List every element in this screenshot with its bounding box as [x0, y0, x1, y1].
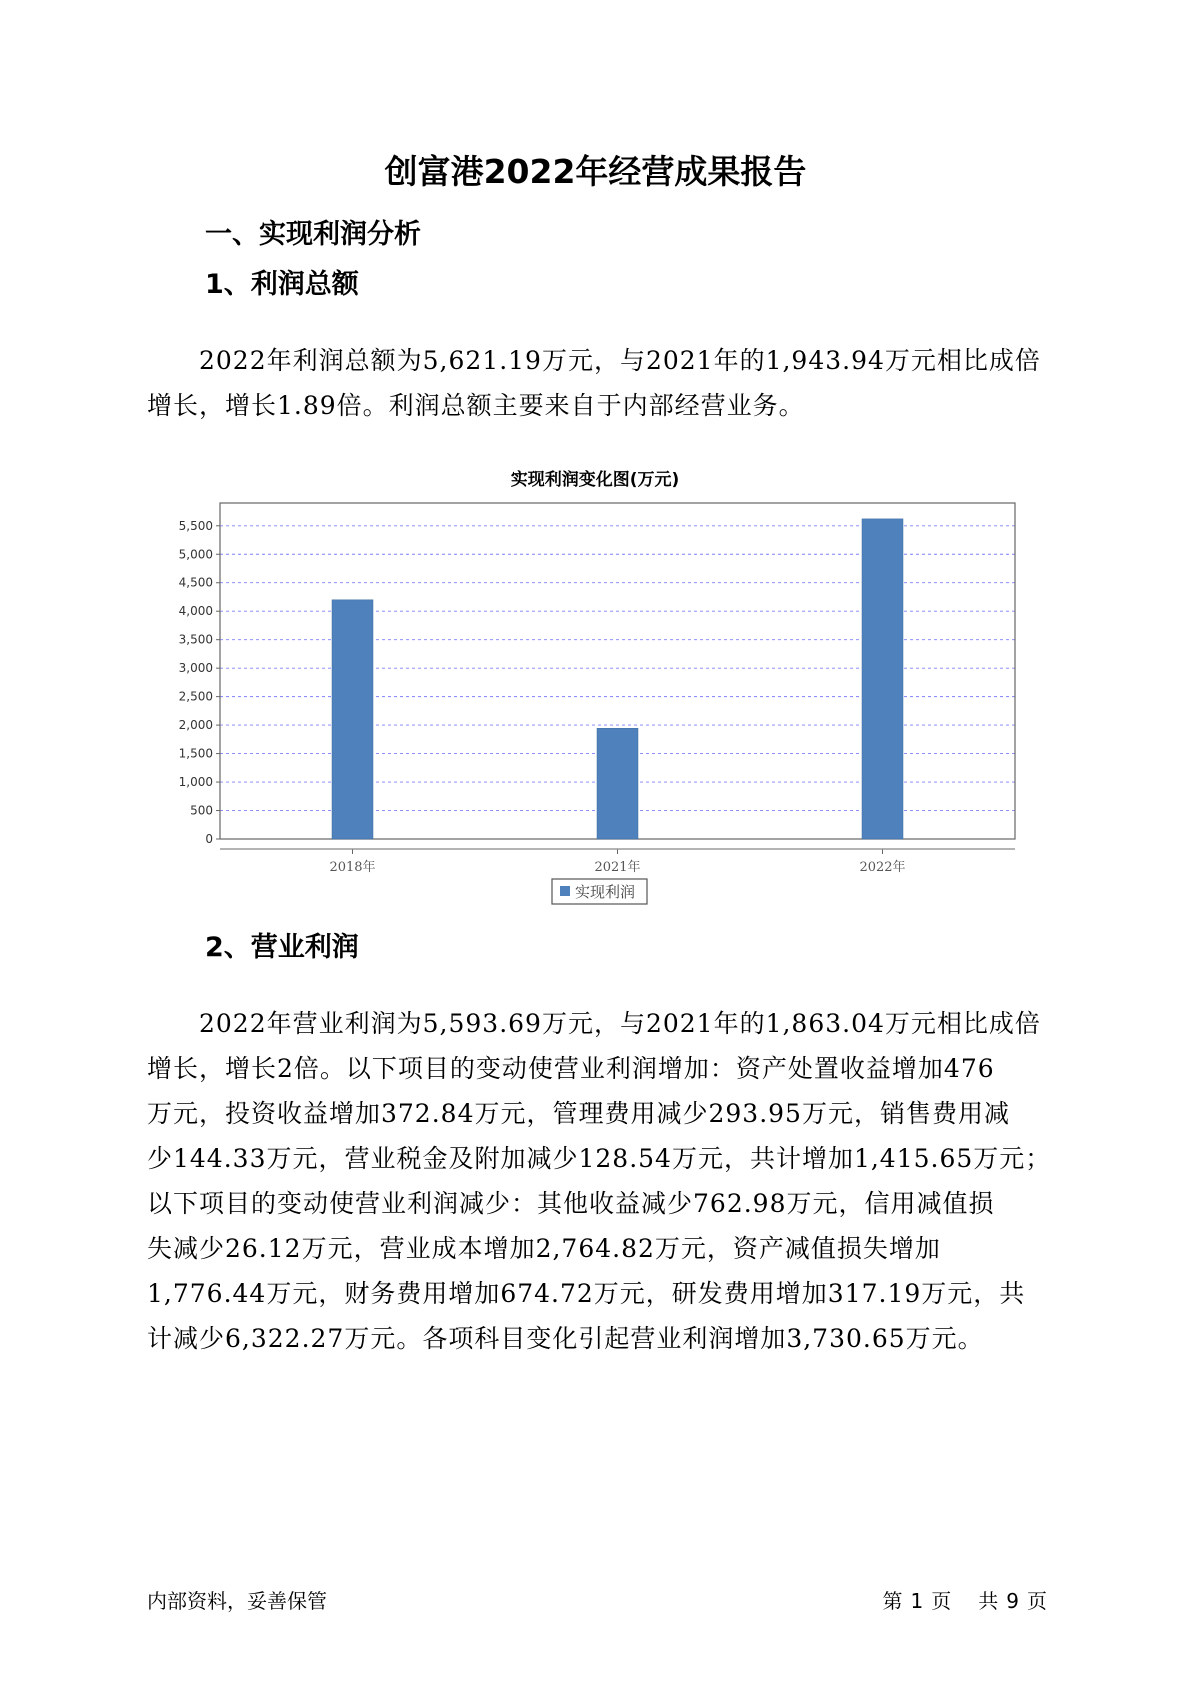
chart-legend — [552, 879, 647, 904]
bar — [862, 519, 903, 839]
total-unit: 页 — [1027, 1589, 1047, 1613]
y-tick-label: 4,000 — [178, 604, 213, 619]
y-tick-label: 3,000 — [178, 661, 213, 676]
legend-label-actual-profit: 实现利润 — [575, 883, 636, 901]
paragraph-total-profit — [147, 338, 1047, 428]
subheading-total-profit: 1、利润总额 — [205, 269, 359, 300]
x-tick-label: 2021年 — [594, 860, 641, 875]
legend-swatch — [560, 886, 570, 896]
paragraph-line: 少144.33万元，营业税金及附加减少128.54万元，共计增加1,415.65万元； — [147, 1144, 1052, 1173]
paragraph-line: 增长，增长2倍。以下项目的变动使营业利润增加：资产处置收益增加476 — [147, 1054, 995, 1083]
bar — [332, 600, 373, 839]
y-tick-label: 5,000 — [178, 547, 213, 562]
paragraph-line: 以下项目的变动使营业利润减少：其他收益减少762.98万元，信用减值损 — [147, 1189, 995, 1218]
y-tick-label: 2,500 — [178, 689, 213, 704]
footer-page-indicator — [878, 1585, 1051, 1614]
y-tick-label: 4,500 — [178, 575, 213, 590]
x-tick-label: 2018年 — [329, 860, 376, 875]
y-tick-label: 5,500 — [178, 518, 213, 533]
paragraph-line: 计减少6,322.27万元。各项科目变化引起营业利润增加3,730.65万元。 — [147, 1324, 984, 1353]
chart-title: 实现利润变化图(万元) — [510, 470, 680, 490]
page-unit: 页 — [931, 1589, 952, 1613]
profit-bar-chart — [160, 455, 1030, 915]
y-tick-label: 2,000 — [178, 718, 213, 733]
y-tick-label: 1,500 — [178, 746, 213, 761]
x-tick-label: 2022年 — [859, 860, 906, 875]
footer-confidential-note: 内部资料，妥善保管 — [147, 1589, 327, 1613]
y-tick-label: 0 — [205, 832, 213, 846]
total-prefix: 共 — [978, 1589, 999, 1613]
total-pages: 9 — [1006, 1589, 1019, 1613]
document-title: 创富港2022年经营成果报告 — [384, 152, 807, 191]
paragraph-line: 2022年利润总额为5,621.19万元，与2021年的1,943.94万元相比成倍 — [199, 346, 1041, 375]
section-heading-profit-analysis: 一、实现利润分析 — [205, 219, 421, 250]
paragraph-line: 万元，投资收益增加372.84万元，管理费用减少293.95万元，销售费用减 — [147, 1099, 1010, 1128]
paragraph-line: 1,776.44万元，财务费用增加674.72万元，研发费用增加317.19万元，共 — [147, 1279, 1026, 1308]
y-tick-label: 1,000 — [178, 775, 213, 790]
paragraph-line: 失减少26.12万元，营业成本增加2,764.82万元，资产减值损失增加 — [147, 1234, 941, 1263]
y-tick-label: 3,500 — [178, 632, 213, 647]
paragraph-line: 2022年营业利润为5,593.69万元，与2021年的1,863.04万元相比成倍 — [199, 1009, 1041, 1038]
subheading-operating-profit: 2、营业利润 — [205, 932, 359, 963]
page-prefix: 第 — [882, 1589, 903, 1613]
page-number: 1 — [910, 1589, 924, 1613]
bar — [597, 728, 638, 839]
paragraph-line: 增长，增长1.89倍。利润总额主要来自于内部经营业务。 — [147, 391, 805, 420]
y-tick-label: 500 — [190, 803, 213, 818]
paragraph-operating-profit — [147, 1001, 1052, 1361]
